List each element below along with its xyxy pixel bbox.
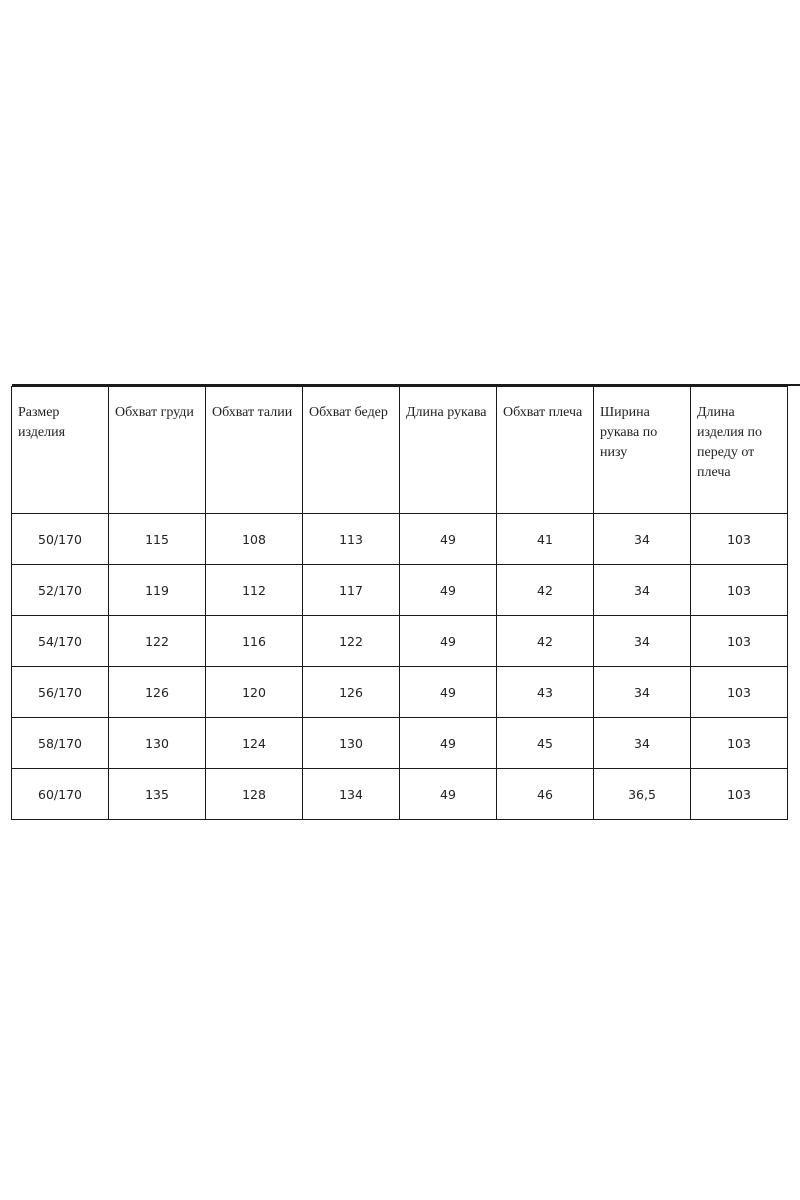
- cell-garment-length: 103: [691, 616, 788, 667]
- cell-sleeve-width: 34: [594, 514, 691, 565]
- cell-chest: 130: [109, 718, 206, 769]
- table-row: [12, 514, 788, 565]
- cell-waist: 108: [206, 514, 303, 565]
- header-chest: Обхват груди: [109, 387, 206, 514]
- cell-waist: 116: [206, 616, 303, 667]
- cell-sleeve-width: 34: [594, 565, 691, 616]
- cell-garment-length: 103: [691, 514, 788, 565]
- table-row: [12, 718, 788, 769]
- header-hips: Обхват бедер: [303, 387, 400, 514]
- cell-garment-length: 103: [691, 565, 788, 616]
- cell-arm-girth: 43: [497, 667, 594, 718]
- cell-waist: 112: [206, 565, 303, 616]
- cell-waist: 120: [206, 667, 303, 718]
- cell-hips: 134: [303, 769, 400, 820]
- table-row: [12, 616, 788, 667]
- table-row: [12, 667, 788, 718]
- header-garment-length: Длина изделия по переду от плеча: [691, 387, 788, 514]
- cell-chest: 115: [109, 514, 206, 565]
- cell-arm-girth: 46: [497, 769, 594, 820]
- cell-sleeve-length: 49: [400, 565, 497, 616]
- cell-sleeve-length: 49: [400, 514, 497, 565]
- cell-sleeve-length: 49: [400, 769, 497, 820]
- table-row: [12, 565, 788, 616]
- header-sleeve-width: Ширина рукава по низу: [594, 387, 691, 514]
- cell-chest: 126: [109, 667, 206, 718]
- cell-chest: 119: [109, 565, 206, 616]
- cell-chest: 122: [109, 616, 206, 667]
- cell-sleeve-length: 49: [400, 718, 497, 769]
- cell-size: 58/170: [12, 718, 109, 769]
- table-header-row: [12, 387, 788, 514]
- header-arm-girth: Обхват плеча: [497, 387, 594, 514]
- header-waist: Обхват талии: [206, 387, 303, 514]
- cell-size: 56/170: [12, 667, 109, 718]
- cell-arm-girth: 42: [497, 616, 594, 667]
- cell-sleeve-width: 34: [594, 616, 691, 667]
- cell-hips: 130: [303, 718, 400, 769]
- cell-sleeve-length: 49: [400, 667, 497, 718]
- cell-waist: 124: [206, 718, 303, 769]
- cell-sleeve-length: 49: [400, 616, 497, 667]
- cell-size: 60/170: [12, 769, 109, 820]
- cell-sleeve-width: 36,5: [594, 769, 691, 820]
- cell-arm-girth: 42: [497, 565, 594, 616]
- cell-sleeve-width: 34: [594, 718, 691, 769]
- cell-hips: 122: [303, 616, 400, 667]
- header-size: Размер изделия: [12, 387, 109, 514]
- cell-sleeve-width: 34: [594, 667, 691, 718]
- cell-garment-length: 103: [691, 718, 788, 769]
- cell-garment-length: 103: [691, 769, 788, 820]
- cell-hips: 126: [303, 667, 400, 718]
- cell-garment-length: 103: [691, 667, 788, 718]
- cell-arm-girth: 45: [497, 718, 594, 769]
- cell-size: 50/170: [12, 514, 109, 565]
- table-row: [12, 769, 788, 820]
- cell-size: 54/170: [12, 616, 109, 667]
- size-chart-table: [11, 386, 788, 820]
- cell-waist: 128: [206, 769, 303, 820]
- cell-chest: 135: [109, 769, 206, 820]
- header-sleeve-length: Длина рукава: [400, 387, 497, 514]
- cell-arm-girth: 41: [497, 514, 594, 565]
- cell-size: 52/170: [12, 565, 109, 616]
- cell-hips: 117: [303, 565, 400, 616]
- cell-hips: 113: [303, 514, 400, 565]
